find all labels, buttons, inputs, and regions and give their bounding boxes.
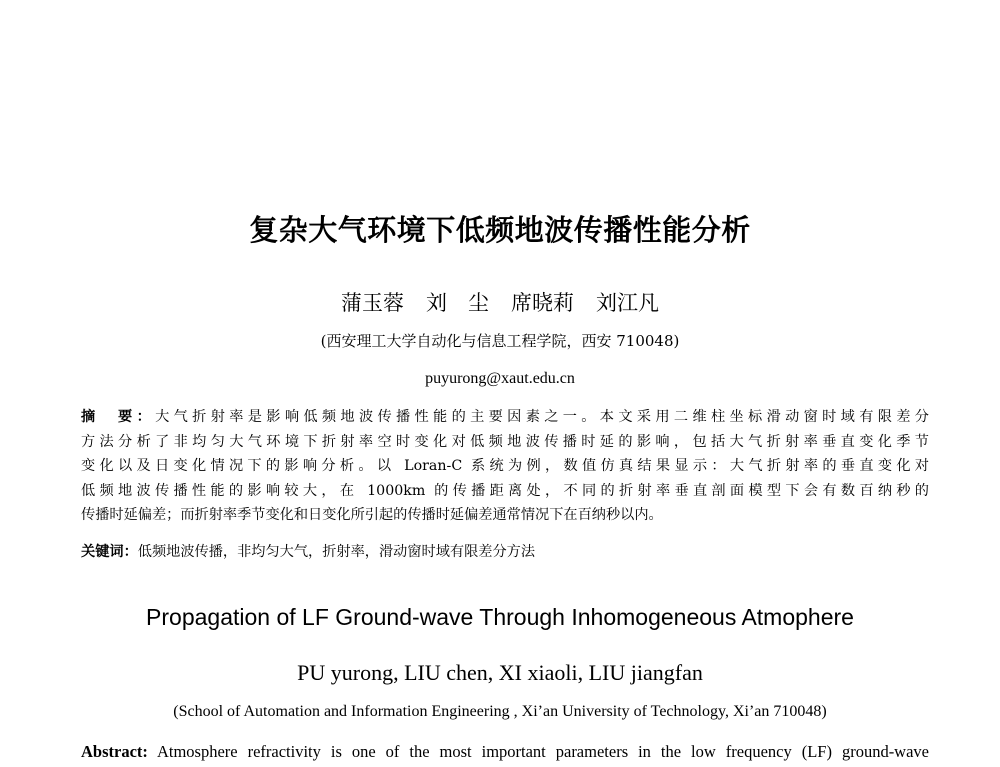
affiliation-cn: (西安理工大学自动化与信息工程学院，西安 710048) [320, 332, 680, 350]
author-cn: 刘 尘 [426, 291, 489, 315]
author-cn: 席晓莉 [511, 291, 574, 315]
affiliation-en: (School of Automation and Information Engineering , Xi’an University of Technology, Xi’an 710048) [173, 703, 827, 720]
keywords-cn-label: 关键词： [81, 544, 138, 560]
paper-title-cn: 复杂大气环境下低频地波传播性能分析 [249, 213, 751, 247]
paper-title-en: Propagation of LF Ground-wave Through Inhomogeneous Atmophere [146, 604, 854, 630]
abstract-en-label: Abstract: [81, 742, 148, 761]
abstract-cn-line: 低频地波传播性能的影响较大，在 1000km 的传播距离处，不同的折射率垂直剖面模型下会有数百纳秒的 [81, 482, 929, 499]
keywords-cn-text: 低频地波传播，非均匀大气，折射率，滑动窗时域有限差分方法 [137, 544, 536, 560]
author-list-cn [0, 287, 1000, 317]
keywords-cn [81, 541, 535, 561]
abstract-cn-line: 方法分析了非均匀大气环境下折射率空时变化对低频地波传播时延的影响，包括大气折射率垂直变化季节 [81, 433, 929, 450]
abstract-en [81, 742, 929, 762]
abstract-cn-label: 摘 要： [81, 409, 156, 425]
abstract-cn-line: 传播时延偏差；而折射率季节变化和日变化所引起的传播时延偏差通常情况下在百纳秒以内。 [81, 507, 663, 524]
author-list-en: PU yurong, LIU chen, XI xiaoli, LIU jiangfan [297, 660, 703, 685]
abstract-cn-line: 变化以及日变化情况下的影响分析。以 Loran-C 系统为例，数值仿真结果显示：大气折射率的垂直变化对 [81, 458, 929, 475]
abstract-en-text: Atmosphere refractivity is one of the most important parameters in the low frequency (LF) ground-wave [147, 742, 929, 761]
author-cn: 蒲玉蓉 [341, 291, 404, 315]
abstract-cn [81, 405, 929, 528]
abstract-cn-line: 摘 要：大气折射率是影响低频地波传播性能的主要因素之一。本文采用二维柱坐标滑动窗时域有限差分 [81, 409, 929, 425]
author-cn: 刘江凡 [596, 291, 659, 315]
author-email: puyurong@xaut.edu.cn [425, 370, 575, 387]
